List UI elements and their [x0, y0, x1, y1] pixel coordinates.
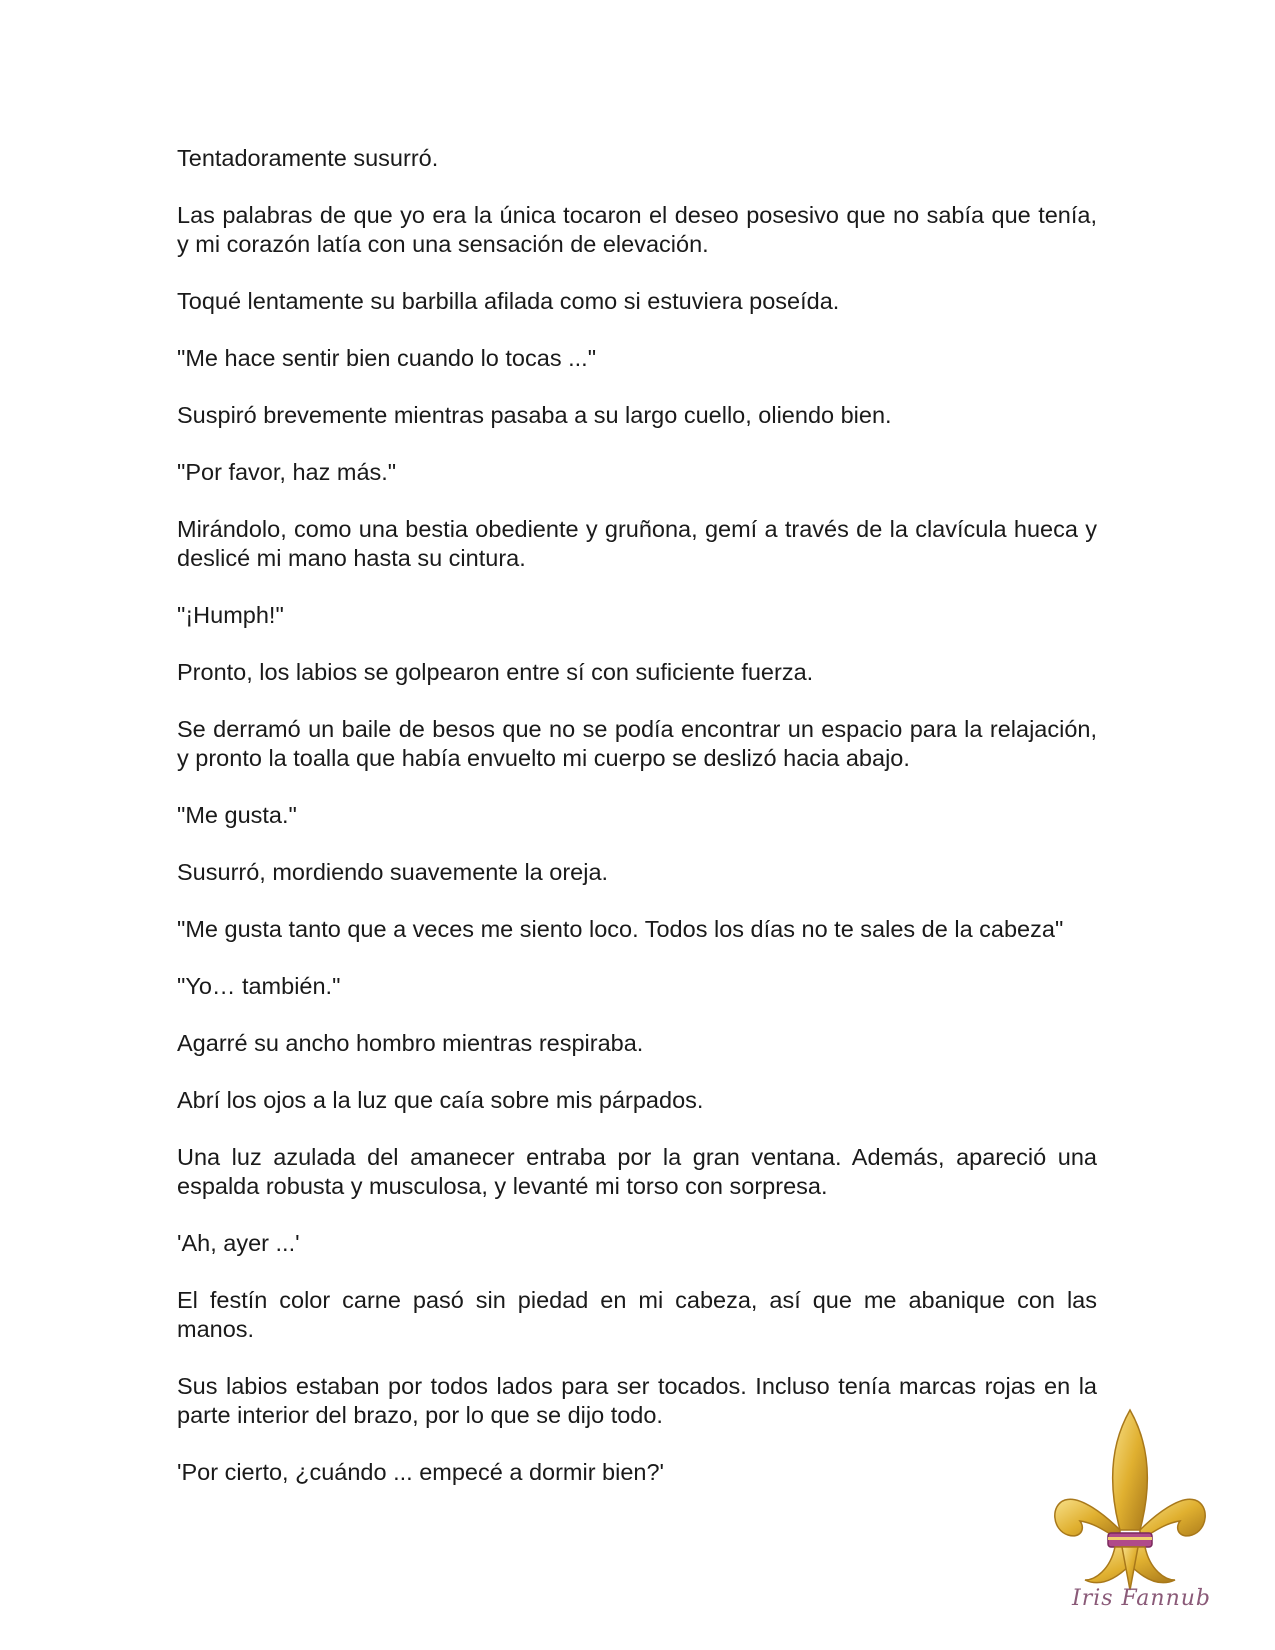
paragraph: Las palabras de que yo era la única tocaron el deseo posesivo que no sabía que tenía, y mi corazón latía con una sensación de elevación. [177, 202, 1097, 257]
paragraph: "¡Humph!" [177, 602, 284, 628]
paragraph: Una luz azulada del amanecer entraba por la gran ventana. Además, apareció una espalda robusta y musculosa, y levanté mi torso con sorpresa. [177, 1144, 1097, 1199]
paragraph: "Me gusta tanto que a veces me siento loco. Todos los días no te sales de la cabeza" [177, 916, 1064, 942]
paragraph: 'Ah, ayer ...' [177, 1230, 300, 1256]
paragraph: El festín color carne pasó sin piedad en mi cabeza, así que me abanique con las manos. [177, 1287, 1097, 1342]
paragraph: Mirándolo, como una bestia obediente y gruñona, gemí a través de la clavícula hueca y deslicé mi mano hasta su cintura. [177, 516, 1097, 571]
paragraph: Susurró, mordiendo suavemente la oreja. [177, 859, 609, 885]
document-body [177, 144, 1097, 1515]
paragraph: "Me gusta." [177, 802, 297, 828]
paragraph: "Yo… también." [177, 973, 341, 999]
paragraph: Tentadoramente susurró. [177, 145, 439, 171]
paragraph: Sus labios estaban por todos lados para ser tocados. Incluso tenía marcas rojas en la parte interior del brazo, por lo que se dijo todo. [177, 1373, 1097, 1428]
paragraph: "Por favor, haz más." [177, 459, 397, 485]
paragraph: Se derramó un baile de besos que no se podía encontrar un espacio para la relajación, y pronto la toalla que había envuelto mi cuerpo se deslizó hacia abajo. [177, 716, 1097, 771]
paragraph: Agarré su ancho hombro mientras respiraba. [177, 1030, 644, 1056]
paragraph: Pronto, los labios se golpearon entre sí con suficiente fuerza. [177, 659, 814, 685]
paragraph: Suspiró brevemente mientras pasaba a su largo cuello, oliendo bien. [177, 402, 892, 428]
paragraph: 'Por cierto, ¿cuándo ... empecé a dormir bien?' [177, 1459, 665, 1485]
paragraph: "Me hace sentir bien cuando lo tocas ..." [177, 345, 597, 371]
paragraph: Toqué lentamente su barbilla afilada como si estuviera poseída. [177, 288, 840, 314]
paragraph: Abrí los ojos a la luz que caía sobre mis párpados. [177, 1087, 704, 1113]
signature: Iris Fannub [1072, 1586, 1212, 1611]
